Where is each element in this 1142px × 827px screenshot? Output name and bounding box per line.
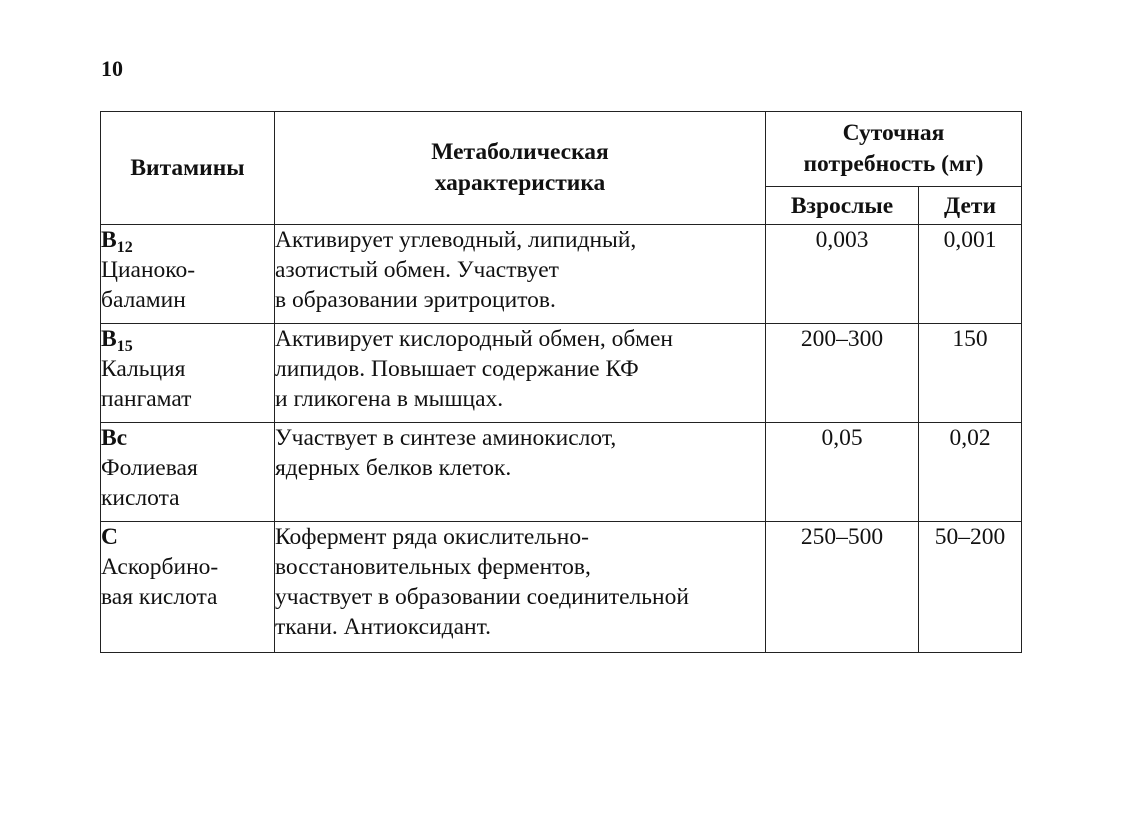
metabolic-description	[275, 225, 766, 324]
description-line: ткани. Антиоксидант.	[275, 614, 491, 640]
adults-value: 200–300	[766, 324, 919, 423]
header-metabolic-characteristic	[275, 112, 766, 225]
table-header-row	[101, 112, 1022, 187]
table-row	[101, 324, 1022, 423]
vitamin-cell	[101, 225, 275, 324]
vitamin-name-line: Кальция	[101, 356, 186, 382]
header-metabolic-line2: характеристика	[434, 170, 606, 196]
description-line: участвует в образовании соединительной	[275, 584, 689, 610]
adults-value: 0,003	[766, 225, 919, 324]
vitamin-name-line: пангамат	[101, 386, 192, 412]
vitamin-code	[101, 225, 274, 255]
vitamin-name-line: баламин	[101, 287, 186, 313]
description-line: Активирует кислородный обмен, обмен	[275, 326, 674, 352]
vitamin-code-main: C	[101, 524, 118, 550]
vitamin-name-line: кислота	[101, 485, 180, 511]
table-row	[101, 225, 1022, 324]
vitamin-code	[101, 324, 274, 354]
description-line: и гликогена в мышцах.	[275, 386, 504, 412]
vitamin-code-main: B	[101, 326, 117, 352]
description-line: восстановительных ферментов,	[275, 554, 591, 580]
metabolic-description	[275, 522, 766, 653]
header-metabolic-line1: Метаболическая	[431, 139, 609, 165]
vitamin-code-sub: 12	[116, 239, 133, 256]
description-line: азотистый обмен. Участвует	[275, 257, 559, 283]
adults-value: 0,05	[766, 423, 919, 522]
metabolic-description	[275, 324, 766, 423]
children-value: 0,001	[919, 225, 1022, 324]
vitamin-code	[101, 423, 274, 453]
vitamin-name-line: Аскорбино-	[101, 554, 219, 580]
description-line: Участвует в синтезе аминокислот,	[275, 425, 617, 451]
vitamin-cell	[101, 522, 275, 653]
vitamin-code-sub: 15	[116, 338, 133, 355]
vitamin-name-line: Цианоко-	[101, 257, 196, 283]
header-children: Дети	[919, 187, 1022, 225]
page-number: 10	[101, 56, 123, 81]
vitamin-name-line: Фолиевая	[101, 455, 198, 481]
description-line: Активирует углеводный, липидный,	[275, 227, 637, 253]
description-line: Кофермент ряда окислительно-	[275, 524, 589, 550]
vitamins-table	[100, 111, 1022, 653]
vitamin-name-line: вая кислота	[101, 584, 218, 610]
vitamin-cell	[101, 324, 275, 423]
header-daily-need-line1: Суточная	[842, 120, 945, 146]
table-row	[101, 522, 1022, 653]
description-line: липидов. Повышает содержание КФ	[275, 356, 639, 382]
vitamin-cell	[101, 423, 275, 522]
header-daily-need-line2: потребность (мг)	[803, 151, 984, 177]
header-adults: Взрослые	[766, 187, 919, 225]
vitamin-code-main: B	[101, 227, 117, 253]
vitamin-code-main: Bc	[101, 425, 128, 451]
description-line: в образовании эритроцитов.	[275, 287, 556, 313]
description-line: ядерных белков клеток.	[275, 455, 512, 481]
children-value: 150	[919, 324, 1022, 423]
header-vitamins: Витамины	[101, 112, 275, 225]
metabolic-description	[275, 423, 766, 522]
children-value: 50–200	[919, 522, 1022, 653]
adults-value: 250–500	[766, 522, 919, 653]
header-daily-need	[766, 112, 1022, 187]
children-value: 0,02	[919, 423, 1022, 522]
table-row	[101, 423, 1022, 522]
vitamin-code	[101, 522, 274, 552]
